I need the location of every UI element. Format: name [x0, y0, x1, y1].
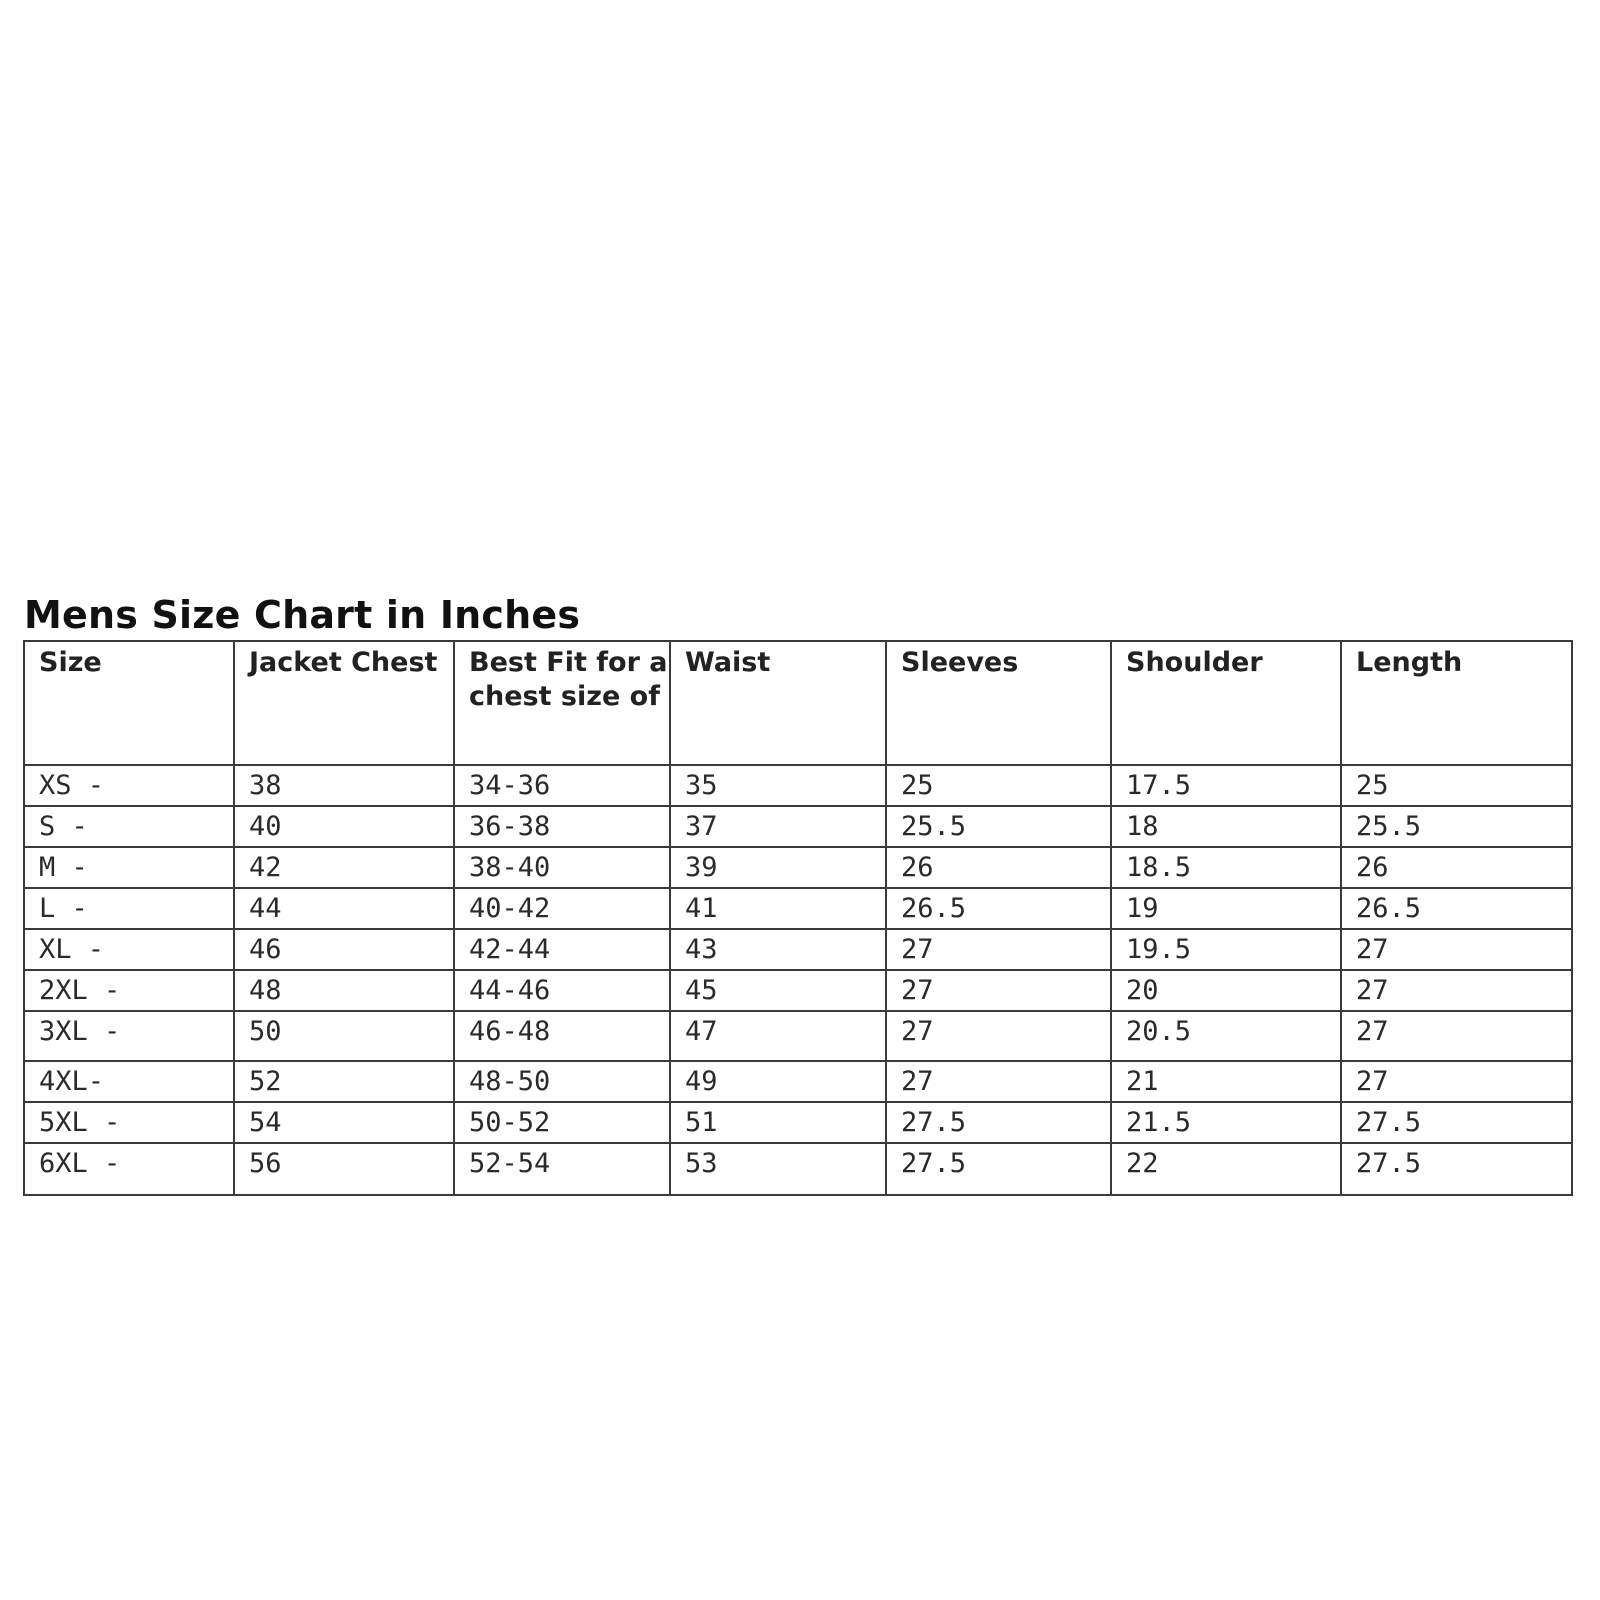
jacket-chest-cell: 50 [234, 1011, 454, 1061]
length-cell: 25.5 [1341, 806, 1572, 847]
column-header-shoulder: Shoulder [1111, 641, 1341, 765]
length-cell: 27.5 [1341, 1143, 1572, 1195]
best-fit-cell: 46-48 [454, 1011, 670, 1061]
jacket-chest-cell: 54 [234, 1102, 454, 1143]
size-cell: 6XL - [24, 1143, 234, 1195]
column-header-waist: Waist [670, 641, 886, 765]
best-fit-cell: 42-44 [454, 929, 670, 970]
best-fit-cell: 44-46 [454, 970, 670, 1011]
jacket-chest-cell: 42 [234, 847, 454, 888]
column-header-sleeves: Sleeves [886, 641, 1111, 765]
size-chart-table [23, 640, 1573, 1196]
shoulder-cell: 17.5 [1111, 765, 1341, 806]
shoulder-cell: 20 [1111, 970, 1341, 1011]
sleeves-cell: 27.5 [886, 1102, 1111, 1143]
sleeves-cell: 27 [886, 1061, 1111, 1102]
shoulder-cell: 18.5 [1111, 847, 1341, 888]
waist-cell: 35 [670, 765, 886, 806]
best-fit-cell: 50-52 [454, 1102, 670, 1143]
length-cell: 26.5 [1341, 888, 1572, 929]
header-row [24, 641, 1572, 765]
waist-cell: 49 [670, 1061, 886, 1102]
size-cell: 2XL - [24, 970, 234, 1011]
length-cell: 27 [1341, 970, 1572, 1011]
length-cell: 25 [1341, 765, 1572, 806]
size-cell: 4XL- [24, 1061, 234, 1102]
length-cell: 27 [1341, 929, 1572, 970]
shoulder-cell: 19 [1111, 888, 1341, 929]
sleeves-cell: 26 [886, 847, 1111, 888]
best-fit-cell: 40-42 [454, 888, 670, 929]
best-fit-cell: 36-38 [454, 806, 670, 847]
best-fit-cell: 38-40 [454, 847, 670, 888]
table-row [24, 847, 1572, 888]
table-row [24, 765, 1572, 806]
size-cell: S - [24, 806, 234, 847]
jacket-chest-cell: 44 [234, 888, 454, 929]
size-cell: XS - [24, 765, 234, 806]
jacket-chest-cell: 48 [234, 970, 454, 1011]
waist-cell: 37 [670, 806, 886, 847]
length-cell: 27 [1341, 1061, 1572, 1102]
length-cell: 27 [1341, 1011, 1572, 1061]
table-row [24, 970, 1572, 1011]
length-cell: 26 [1341, 847, 1572, 888]
waist-cell: 47 [670, 1011, 886, 1061]
shoulder-cell: 21 [1111, 1061, 1341, 1102]
length-cell: 27.5 [1341, 1102, 1572, 1143]
shoulder-cell: 19.5 [1111, 929, 1341, 970]
table-row [24, 1143, 1572, 1195]
size-cell: 3XL - [24, 1011, 234, 1061]
jacket-chest-cell: 46 [234, 929, 454, 970]
column-header-length: Length [1341, 641, 1572, 765]
jacket-chest-cell: 40 [234, 806, 454, 847]
size-cell: XL - [24, 929, 234, 970]
shoulder-cell: 20.5 [1111, 1011, 1341, 1061]
waist-cell: 39 [670, 847, 886, 888]
table-row [24, 929, 1572, 970]
waist-cell: 53 [670, 1143, 886, 1195]
sleeves-cell: 25 [886, 765, 1111, 806]
table-row [24, 1102, 1572, 1143]
shoulder-cell: 22 [1111, 1143, 1341, 1195]
column-header-best-fit: Best Fit for a chest size of [454, 641, 670, 765]
best-fit-cell: 48-50 [454, 1061, 670, 1102]
best-fit-cell: 52-54 [454, 1143, 670, 1195]
waist-cell: 43 [670, 929, 886, 970]
jacket-chest-cell: 38 [234, 765, 454, 806]
shoulder-cell: 21.5 [1111, 1102, 1341, 1143]
waist-cell: 45 [670, 970, 886, 1011]
table-row [24, 1011, 1572, 1061]
table-row [24, 888, 1572, 929]
column-header-jacket-chest: Jacket Chest [234, 641, 454, 765]
page-title: Mens Size Chart in Inches [24, 593, 581, 637]
jacket-chest-cell: 52 [234, 1061, 454, 1102]
sleeves-cell: 27 [886, 929, 1111, 970]
size-cell: M - [24, 847, 234, 888]
sleeves-cell: 27 [886, 970, 1111, 1011]
waist-cell: 41 [670, 888, 886, 929]
sleeves-cell: 27.5 [886, 1143, 1111, 1195]
table-row [24, 806, 1572, 847]
size-cell: L - [24, 888, 234, 929]
table-row [24, 1061, 1572, 1102]
column-header-size: Size [24, 641, 234, 765]
size-cell: 5XL - [24, 1102, 234, 1143]
sleeves-cell: 26.5 [886, 888, 1111, 929]
jacket-chest-cell: 56 [234, 1143, 454, 1195]
waist-cell: 51 [670, 1102, 886, 1143]
sleeves-cell: 27 [886, 1011, 1111, 1061]
shoulder-cell: 18 [1111, 806, 1341, 847]
best-fit-cell: 34-36 [454, 765, 670, 806]
sleeves-cell: 25.5 [886, 806, 1111, 847]
